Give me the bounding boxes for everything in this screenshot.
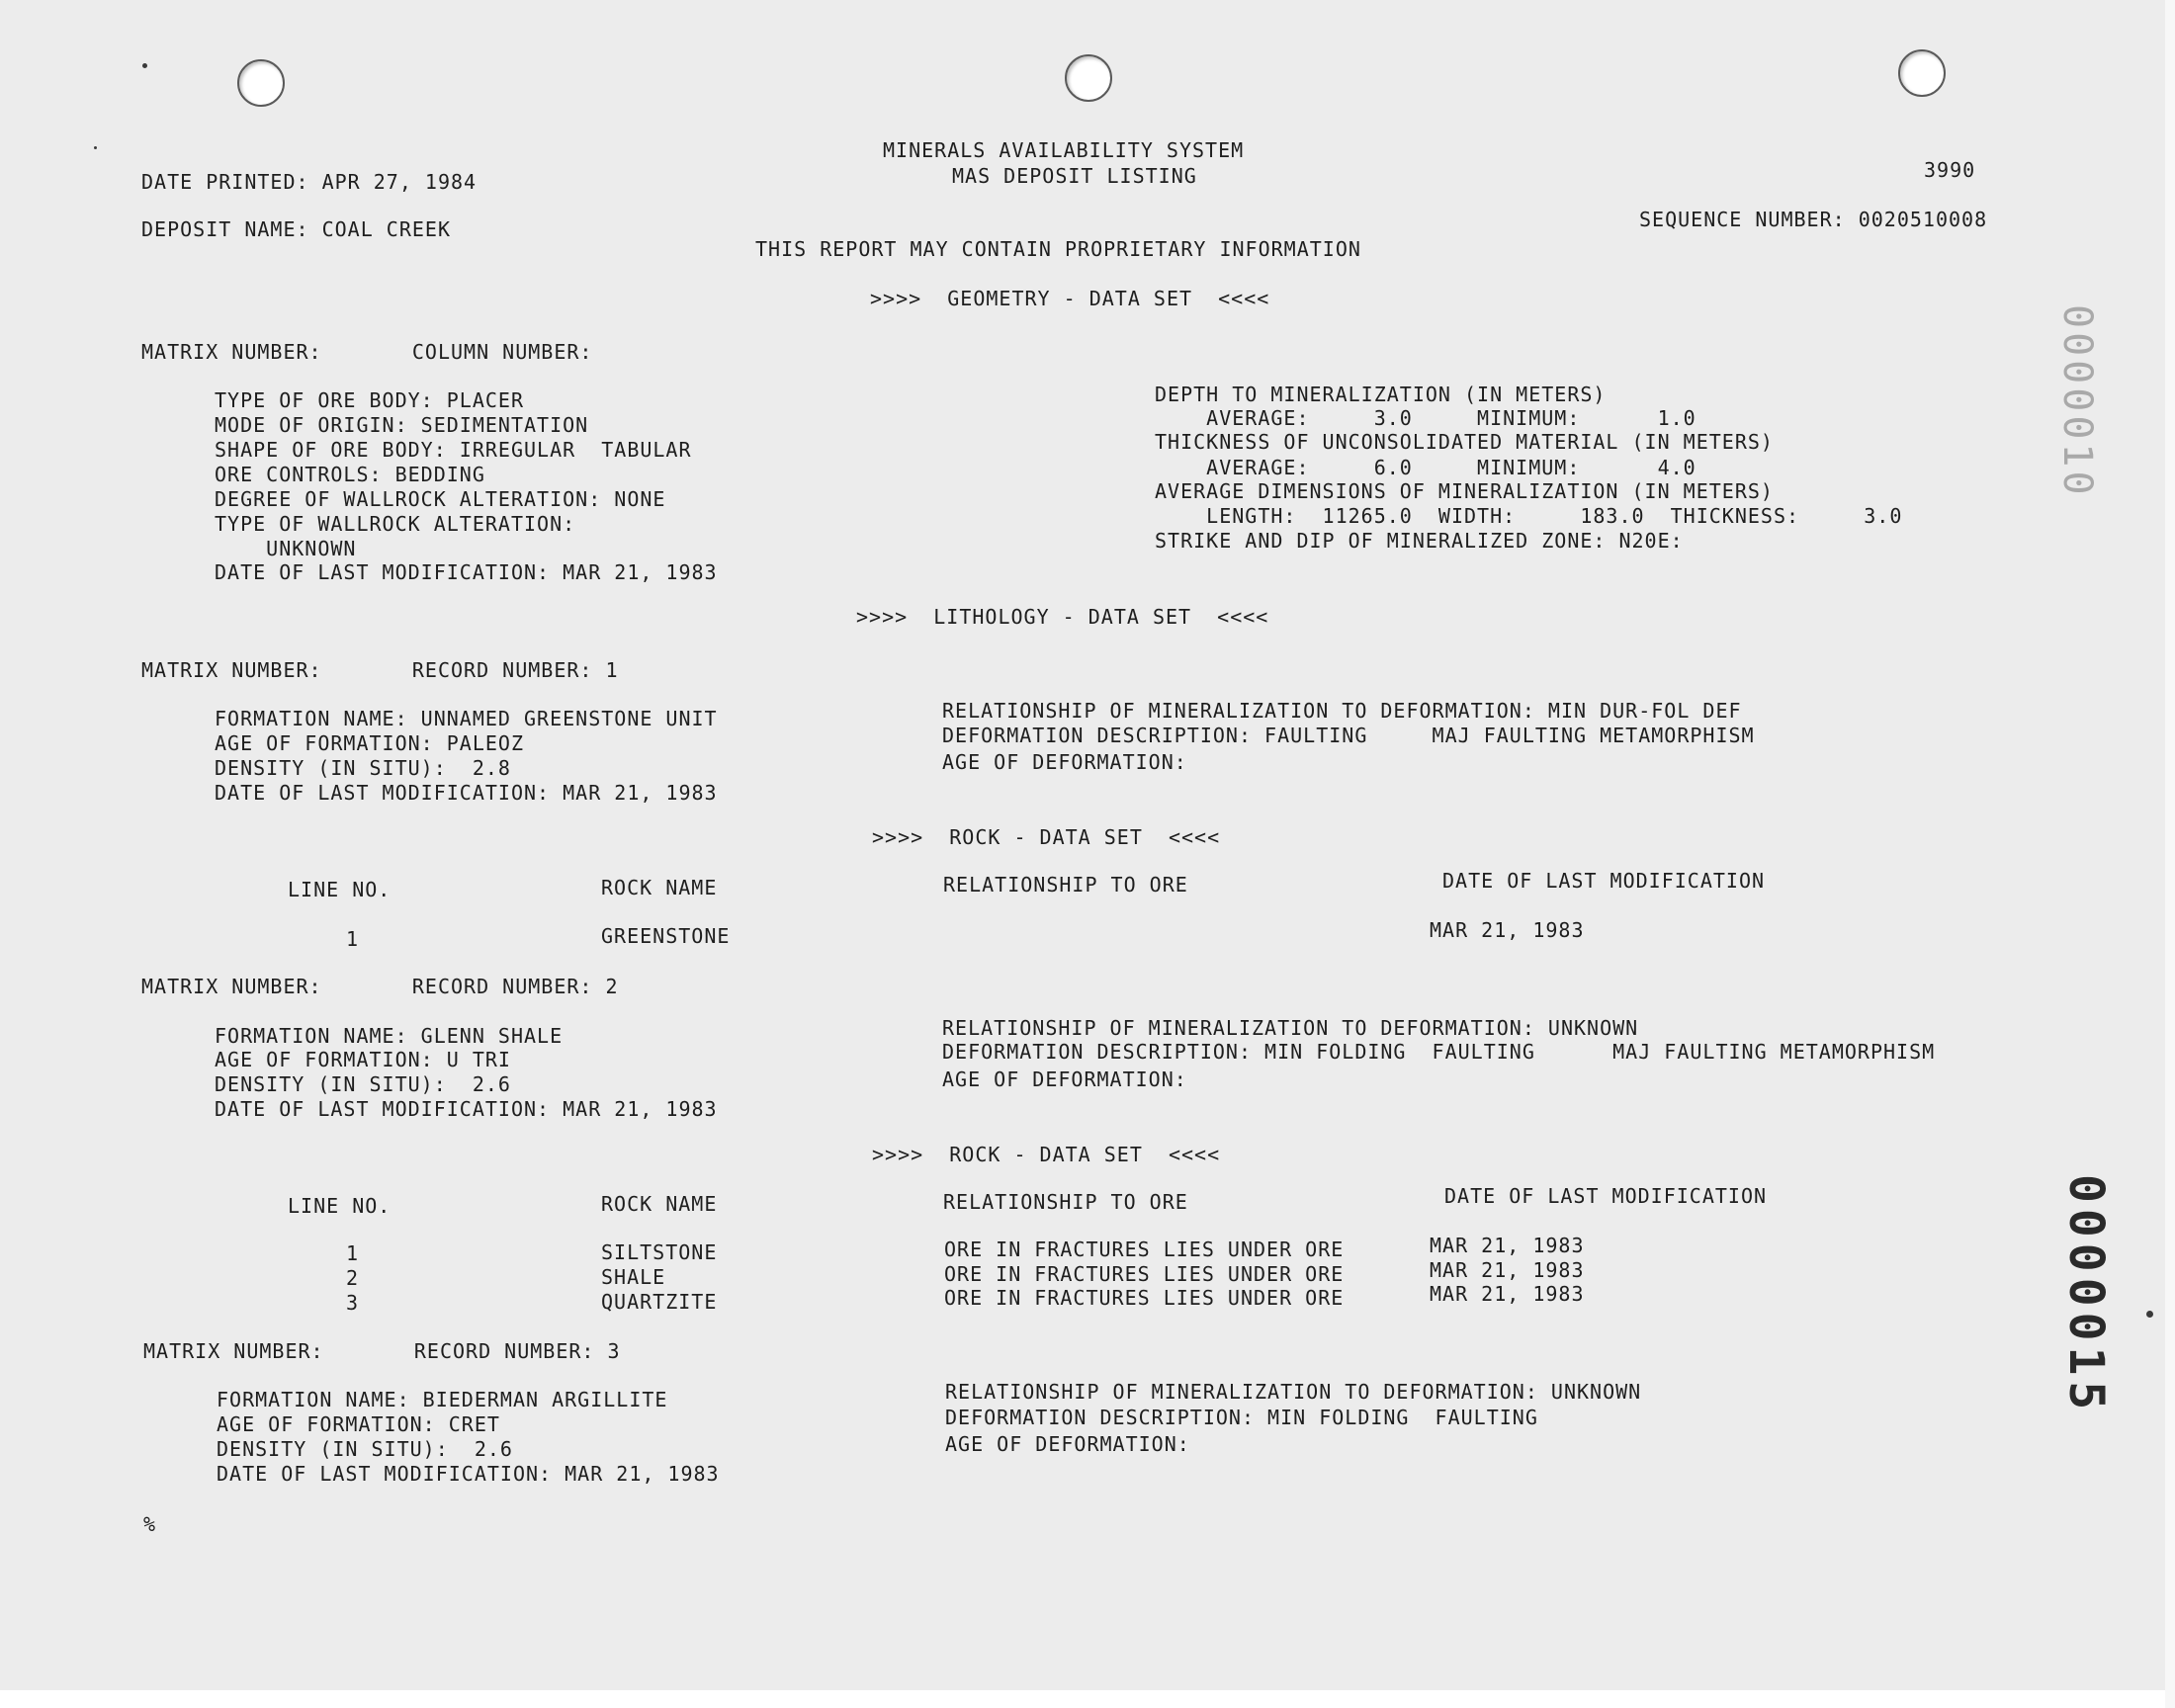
sequence-number: SEQUENCE NUMBER: 0020510008 [1639,208,1988,231]
geometry-heading: >>>> GEOMETRY - DATA SET <<<< [870,287,1270,310]
column-relationship: RELATIONSHIP TO ORE [943,1190,1188,1214]
rock-line-no: 2 [346,1266,360,1290]
lithology-heading: >>>> LITHOLOGY - DATA SET <<<< [856,605,1269,629]
geometry-field: SHAPE OF ORE BODY: IRREGULAR TABULAR [215,438,692,462]
scan-speck [94,146,97,149]
formation-field: AGE OF FORMATION: U TRI [215,1048,511,1071]
rock-line-no: 1 [346,1241,360,1265]
rock-relationship: ORE IN FRACTURES LIES UNDER ORE [944,1262,1345,1286]
column-relationship: RELATIONSHIP TO ORE [943,873,1188,897]
listing-title: MAS DEPOSIT LISTING [952,164,1197,188]
geometry-measure: AVERAGE DIMENSIONS OF MINERALIZATION (IN METERS) [1155,479,1774,503]
page-edge-right [2165,0,2175,1708]
deposit-name: DEPOSIT NAME: COAL CREEK [141,217,451,241]
rock-name: GREENSTONE [601,924,731,948]
margin-stamp-lower: 0000015 [2058,1174,2114,1416]
formation-field: AGE OF FORMATION: PALEOZ [215,731,524,755]
rock-heading: >>>> ROCK - DATA SET <<<< [872,825,1221,849]
page-number: 3990 [1924,158,1976,182]
formation-field: DENSITY (IN SITU): 2.6 [215,1072,511,1096]
geometry-measure: AVERAGE: 3.0 MINIMUM: 1.0 [1155,406,1696,430]
deformation-field: RELATIONSHIP OF MINERALIZATION TO DEFORMATION: UNKNOWN [942,1016,1639,1040]
record-2-matrix-line: MATRIX NUMBER: RECORD NUMBER: 2 [141,975,619,998]
rock-relationship: ORE IN FRACTURES LIES UNDER ORE [944,1238,1345,1261]
rock-name: QUARTZITE [601,1290,718,1314]
deformation-field: DEFORMATION DESCRIPTION: FAULTING MAJ FAULTING METAMORPHISM [942,724,1755,747]
geometry-field: TYPE OF WALLROCK ALTERATION: [215,512,576,536]
geometry-measure: DEPTH TO MINERALIZATION (IN METERS) [1155,383,1607,406]
record-1-matrix-line: MATRIX NUMBER: RECORD NUMBER: 1 [141,658,619,682]
deformation-field: DEFORMATION DESCRIPTION: MIN FOLDING FAULTING MAJ FAULTING METAMORPHISM [942,1040,1936,1064]
formation-field: DATE OF LAST MODIFICATION: MAR 21, 1983 [217,1462,720,1486]
rock-name: SILTSTONE [601,1240,718,1264]
formation-field: DENSITY (IN SITU): 2.8 [215,756,511,780]
formation-field: DATE OF LAST MODIFICATION: MAR 21, 1983 [215,781,718,805]
deformation-field: RELATIONSHIP OF MINERALIZATION TO DEFORMATION: UNKNOWN [945,1380,1642,1404]
formation-field: DENSITY (IN SITU): 2.6 [217,1437,513,1461]
punch-hole-left [237,59,285,107]
scan-speck [142,63,147,68]
rock-heading: >>>> ROCK - DATA SET <<<< [872,1143,1221,1166]
geometry-field: TYPE OF ORE BODY: PLACER [215,388,524,412]
deformation-field: DEFORMATION DESCRIPTION: MIN FOLDING FAULTING [945,1406,1538,1429]
geometry-matrix-line: MATRIX NUMBER: COLUMN NUMBER: [141,340,593,364]
geometry-field: DEGREE OF WALLROCK ALTERATION: NONE [215,487,666,511]
column-rock-name: ROCK NAME [601,1192,718,1216]
column-rock-name: ROCK NAME [601,876,718,899]
rock-date: MAR 21, 1983 [1430,1258,1585,1282]
formation-field: FORMATION NAME: GLENN SHALE [215,1024,564,1048]
punch-hole-right [1898,49,1946,97]
deformation-field: AGE OF DEFORMATION: [945,1432,1190,1456]
rock-relationship: ORE IN FRACTURES LIES UNDER ORE [944,1286,1345,1310]
rock-name: SHALE [601,1265,666,1289]
rock-date: MAR 21, 1983 [1430,1282,1585,1306]
column-line-no: LINE NO. [288,1194,392,1218]
column-date: DATE OF LAST MODIFICATION [1444,1184,1768,1208]
system-title: MINERALS AVAILABILITY SYSTEM [883,138,1245,162]
deformation-field: AGE OF DEFORMATION: [942,750,1187,774]
geometry-field: DATE OF LAST MODIFICATION: MAR 21, 1983 [215,560,718,584]
rock-line-no: 1 [346,927,360,951]
geometry-measure: STRIKE AND DIP OF MINERALIZED ZONE: N20E: [1155,529,1684,553]
page-edge-bottom [0,1690,2175,1708]
geometry-measure: THICKNESS OF UNCONSOLIDATED MATERIAL (IN METERS) [1155,430,1774,454]
formation-field: DATE OF LAST MODIFICATION: MAR 21, 1983 [215,1097,718,1121]
geometry-field: UNKNOWN [215,537,357,560]
geometry-measure: AVERAGE: 6.0 MINIMUM: 4.0 [1155,456,1696,479]
formation-field: FORMATION NAME: BIEDERMAN ARGILLITE [217,1388,668,1411]
formation-field: AGE OF FORMATION: CRET [217,1412,500,1436]
record-3-matrix-line: MATRIX NUMBER: RECORD NUMBER: 3 [143,1339,621,1363]
footer-mark: % [143,1512,157,1536]
deformation-field: RELATIONSHIP OF MINERALIZATION TO DEFORMATION: MIN DUR-FOL DEF [942,699,1742,723]
rock-line-no: 3 [346,1291,360,1315]
column-date: DATE OF LAST MODIFICATION [1442,869,1766,893]
column-line-no: LINE NO. [288,878,392,901]
geometry-field: MODE OF ORIGIN: SEDIMENTATION [215,413,589,437]
rock-date: MAR 21, 1983 [1430,918,1585,942]
margin-stamp-upper: 0000010 [2054,304,2100,499]
deformation-field: AGE OF DEFORMATION: [942,1068,1187,1091]
date-printed: DATE PRINTED: APR 27, 1984 [141,170,478,194]
scan-speck [2146,1311,2153,1318]
rock-date: MAR 21, 1983 [1430,1234,1585,1257]
geometry-measure: LENGTH: 11265.0 WIDTH: 183.0 THICKNESS: 3.0 [1155,504,1903,528]
formation-field: FORMATION NAME: UNNAMED GREENSTONE UNIT [215,707,718,730]
proprietary-notice: THIS REPORT MAY CONTAIN PROPRIETARY INFORMATION [755,237,1361,261]
punch-hole-center [1065,54,1112,102]
geometry-field: ORE CONTROLS: BEDDING [215,463,485,486]
